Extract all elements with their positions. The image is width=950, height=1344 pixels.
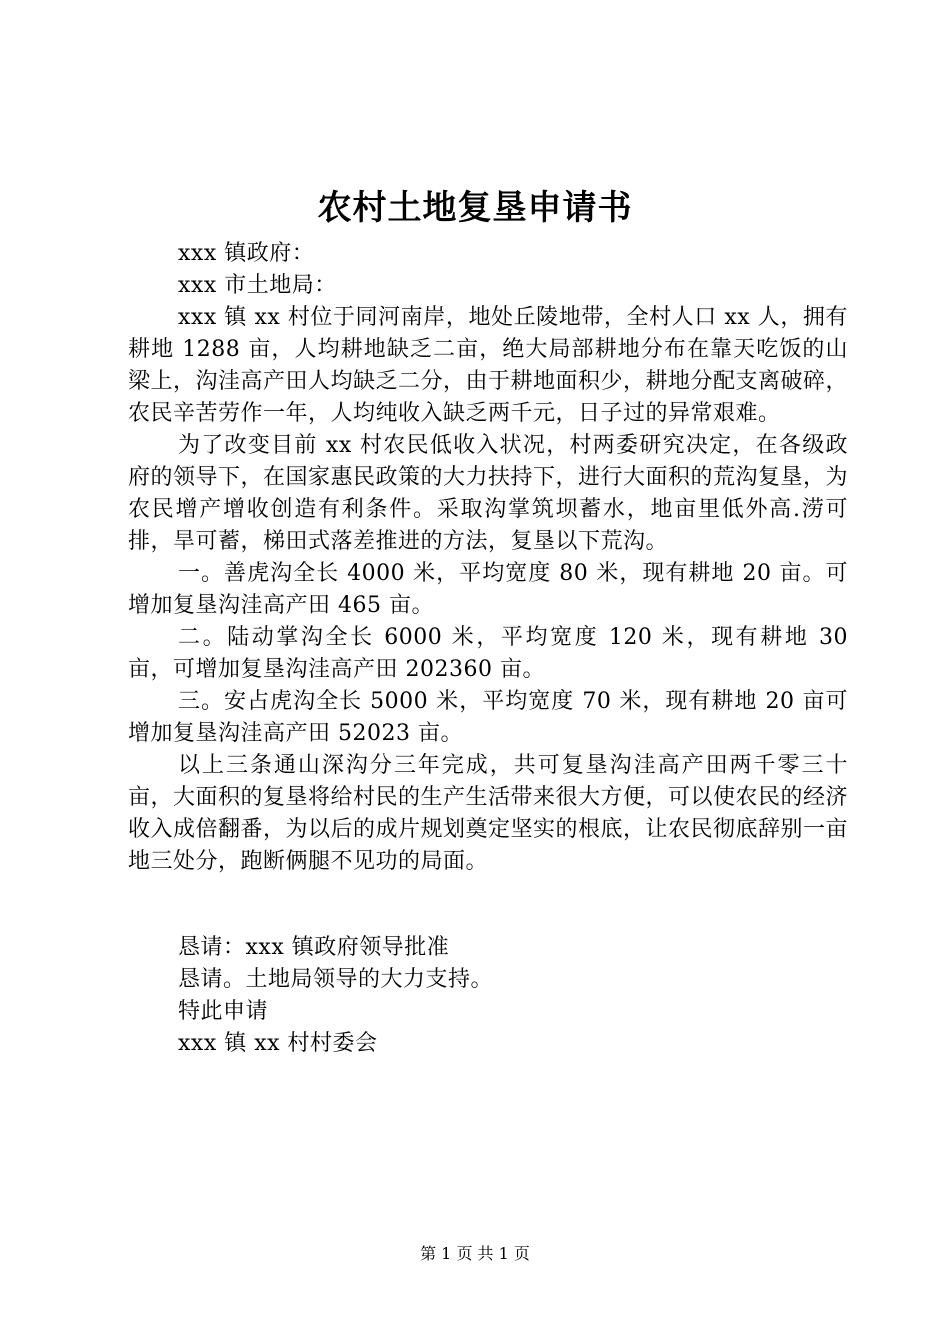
document-body — [128, 238, 848, 878]
closing-block — [178, 932, 493, 1060]
paragraph-gully-two: 二。陆动掌沟全长 6000 米，平均宽度 120 米，现有耕地 30 亩，可增加复垦沟洼高产田 202360 亩。 — [128, 625, 848, 682]
paragraph-reclamation-plan: 为了改变目前 xx 村农民低收入状况，村两委研究决定，在各级政府的领导下，在国家惠民政策的大力扶持下，进行大面积的荒沟复垦，为农民增产增收创造有利条件。采取沟掌筑坝蓄水，地亩里低外高.涝可排，旱可蓄，梯田式落差推进的方法，复垦以下荒沟。 — [128, 433, 849, 554]
salutation-land-bureau: xxx 市土地局： — [178, 273, 337, 298]
closing-request-town: 恳请：xxx 镇政府领导批准 — [178, 935, 450, 960]
closing-request-bureau: 恳请。土地局领导的大力支持。 — [178, 967, 494, 992]
paragraph-village-background: xxx 镇 xx 村位于同河南岸，地处丘陵地带，全村人口 xx 人，拥有耕地 1288 亩，人均耕地缺乏二亩，绝大局部耕地分布在靠天吃饭的山梁上，沟洼高产田人均缺乏二分，由于耕地面积少，耕地分配支离破碎，农民辛苦劳作一年，人均纯收入缺乏两千元，日子过的异常艰难。 — [128, 305, 849, 426]
paragraph-gully-three: 三。安占虎沟全长 5000 米，平均宽度 70 米，现有耕地 20 亩可增加复垦沟洼高产田 52023 亩。 — [128, 689, 848, 746]
document-title: 农村土地复垦申请书 — [317, 188, 633, 228]
closing-hereby-apply: 特此申请 — [178, 999, 269, 1024]
salutation-town-government: xxx 镇政府： — [178, 241, 315, 266]
page-footer: 第 1 页 共 1 页 — [420, 1244, 530, 1263]
paragraph-gully-one: 一。善虎沟全长 4000 米，平均宽度 80 米，现有耕地 20 亩。可增加复垦沟洼高产田 465 亩。 — [128, 561, 848, 618]
closing-signature: xxx 镇 xx 村村委会 — [178, 1031, 378, 1056]
paragraph-summary: 以上三条通山深沟分三年完成，共可复垦沟洼高产田两千零三十亩，大面积的复垦将给村民的生产生活带来很大方便，可以使农民的经济收入成倍翻番，为以后的成片规划奠定坚实的根底，让农民彻底辞别一亩地三处分，跑断俩腿不见功的局面。 — [128, 753, 849, 874]
